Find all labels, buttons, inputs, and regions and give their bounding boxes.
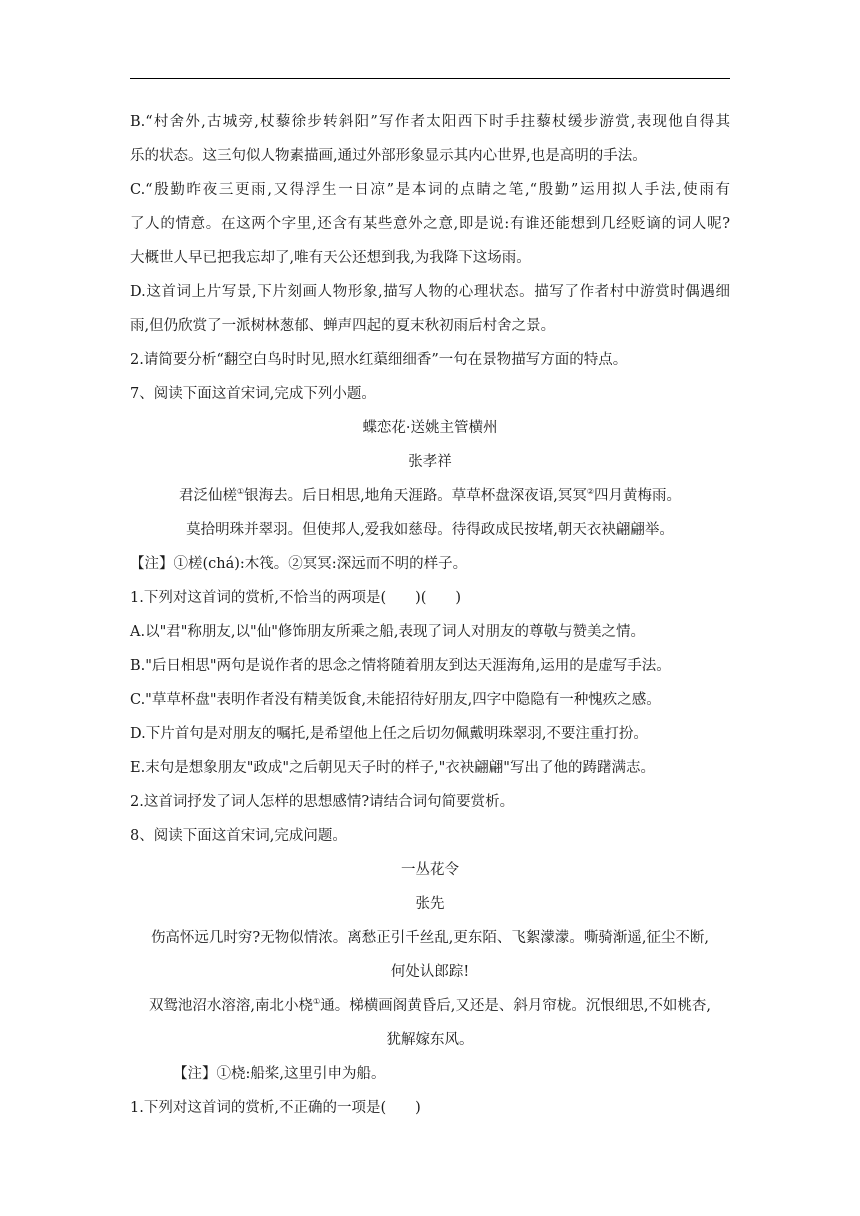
option-c-line-3: 大概世人早已把我忘却了,唯有天公还想到我,为我降下这场雨。 bbox=[130, 250, 531, 266]
option-d-line-2: 雨,但仍欣赏了一派树林葱郁、蝉声四起的夏末秋初雨后村舍之景。 bbox=[130, 318, 556, 334]
question-2-prompt: 2.请简要分析“翻空白鸟时时见,照水红蕖细细香”一句在景物描写方面的特点。 bbox=[130, 352, 628, 368]
poem-2-author: 张先 bbox=[415, 896, 445, 912]
poem-2-line-2: 何处认郎踪! bbox=[390, 964, 470, 980]
poem-stanza-1 bbox=[130, 486, 730, 506]
option-d-line-1: D.这首词上片写景,下片刻画人物形象,描写人物的心理状态。描写了作者村中游赏时偶遇细 bbox=[130, 284, 730, 300]
poem-author: 张孝祥 bbox=[408, 454, 452, 470]
section-8-instruction: 8、阅读下面这首宋词,完成问题。 bbox=[130, 828, 347, 844]
choice-d: D.下片首句是对朋友的嘱托,是希望他上任之后切勿佩戴明珠翠羽,不要注重打扮。 bbox=[130, 726, 648, 742]
option-b-line-2: 乐的状态。这三句似人物素描画,通过外部形象显示其内心世界,也是高明的手法。 bbox=[130, 148, 647, 164]
option-c-line-1: C.“殷勤昨夜三更雨,又得浮生一日凉”是本词的点睛之笔,“殷勤”运用拟人手法,使雨有 bbox=[130, 182, 730, 198]
choice-c: C."草草杯盘"表明作者没有精美饭食,未能招待好朋友,四字中隐隐有一种愧疚之感。 bbox=[130, 692, 661, 708]
poem-2-line-3-part-2: 通。梯横画阁黄昏后,又还是、斜月帘栊。沉恨细思,不如桃杏, bbox=[320, 998, 712, 1014]
poem-note: 【注】①槎(chá):木筏。②冥冥:深远而不明的样子。 bbox=[130, 556, 468, 572]
question-2-prompt-b: 2.这首词抒发了词人怎样的思想感情?请结合词句简要赏析。 bbox=[130, 794, 515, 810]
footnote-marker-1: ① bbox=[236, 487, 245, 497]
poem-2-line-3 bbox=[130, 996, 730, 1016]
poem-stanza-2: 莫拾明珠并翠羽。但使邦人,爱我如慈母。待得政成民按堵,朝天衣袂翩翩举。 bbox=[186, 522, 674, 538]
choice-a: A.以"君"称朋友,以"仙"修饰朋友所乘之船,表现了词人对朋友的尊敬与赞美之情。 bbox=[130, 624, 645, 640]
poem-2-line-4: 犹解嫁东风。 bbox=[386, 1032, 474, 1048]
poem-2-line-1: 伤高怀远几时穷?无物似情浓。离愁正引千丝乱,更东陌、飞絮濛濛。嘶骑渐遥,征尘不断, bbox=[150, 930, 710, 946]
poem-stanza-1-part-3: 四月黄梅雨。 bbox=[594, 488, 682, 504]
section-7-instruction: 7、阅读下面这首宋词,完成下列小题。 bbox=[130, 386, 376, 402]
poem-2-title: 一丛花令 bbox=[401, 862, 459, 878]
question-1-prompt-b: 1.下列对这首词的赏析,不正确的一项是( ) bbox=[130, 1100, 421, 1116]
choice-e: E.末句是想象朋友"政成"之后朝见天子时的样子,"衣袂翩翩"写出了他的踌躇满志。 bbox=[130, 760, 655, 776]
option-c-line-2: 了人的情意。在这两个字里,还含有某些意外之意,即是说:有谁还能想到几经贬谪的词人呢? bbox=[130, 216, 730, 232]
question-1-prompt: 1.下列对这首词的赏析,不恰当的两项是( )( ) bbox=[130, 590, 462, 606]
poem-stanza-1-part-2: 银海去。后日相思,地角天涯路。草草杯盘深夜语,冥冥 bbox=[244, 488, 587, 504]
option-b-line-1: B.“村舍外,古城旁,杖藜徐步转斜阳”写作者太阳西下时手拄藜杖缓步游赏,表现他自得其 bbox=[130, 114, 730, 130]
footnote-marker-2: ② bbox=[586, 487, 595, 497]
poem-2-note: 【注】①桡:船桨,这里引申为船。 bbox=[173, 1066, 386, 1082]
poem-stanza-1-part-1: 君泛仙槎 bbox=[178, 488, 237, 504]
poem-title: 蝶恋花·送姚主管横州 bbox=[362, 420, 498, 436]
footnote-marker-3: ① bbox=[313, 997, 321, 1007]
poem-2-line-3-part-1: 双鸳池沼水溶溶,南北小桡 bbox=[148, 998, 314, 1014]
header-rule bbox=[130, 78, 730, 79]
choice-b: B."后日相思"两句是说作者的思念之情将随着朋友到达天涯海角,运用的是虚写手法。 bbox=[130, 658, 671, 674]
